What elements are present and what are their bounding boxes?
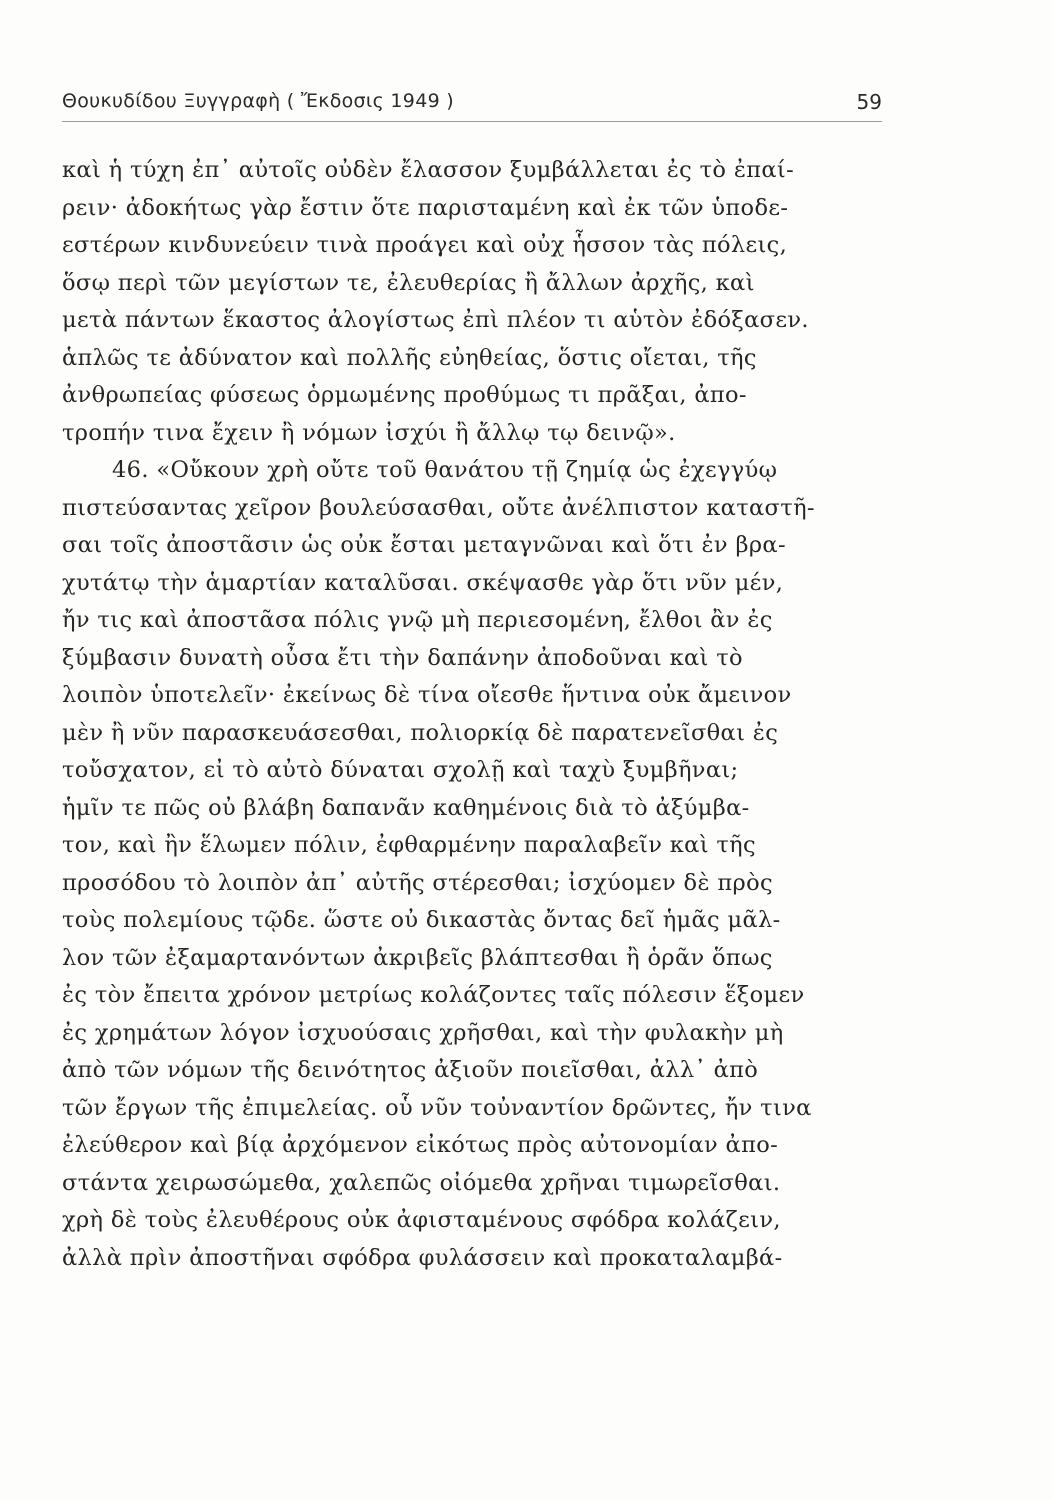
text-line: ρειν· ἀδοκήτως γὰρ ἔστιν ὅτε παρισταμένη καὶ ἐκ τῶν ὑποδε- [62, 194, 789, 221]
section-46-first-line: 46. «Οὔκουν χρὴ οὔτε τοῦ θανάτου τῇ ζημίᾳ ὡς ἐχεγγύῳ [112, 457, 778, 483]
text-line: χρὴ δὲ τοὺς ἐλευθέρους οὐκ ἀφισταμένους σφόδρα κολάζειν, [62, 1207, 781, 1233]
text-line: καὶ ἡ τύχη ἐπ᾽ αὐτοῖς οὐδὲν ἔλασσον ξυμβάλλεται ἐς τὸ ἐπαί- [62, 157, 795, 183]
body-text [62, 152, 882, 1277]
text-line: ἐς τὸν ἔπειτα χρόνον μετρίως κολάζοντες ταῖς πόλεσιν ἕξομεν [62, 982, 805, 1008]
text-line: εστέρων κινδυνεύειν τινὰ προάγει καὶ οὐχ ἧσσον τὰς πόλεις, [62, 232, 788, 258]
text-line: ἐλεύθερον καὶ βίᾳ ἀρχόμενον εἰκότως πρὸς αὐτονομίαν ἀπο- [62, 1132, 779, 1158]
text-line: ξύμβασιν δυνατὴ οὖσα ἔτι τὴν δαπάνην ἀποδοῦναι καὶ τὸ [62, 644, 743, 671]
text-line: μὲν ἢ νῦν παρασκευάσεσθαι, πολιορκίᾳ δὲ παρατενεῖσθαι ἐς [62, 719, 779, 746]
running-header [62, 90, 882, 120]
text-line: ἀνθρωπείας φύσεως ὁρμωμένης προθύμως τι πρᾶξαι, ἀπο- [62, 382, 747, 408]
text-line: ἀλλὰ πρὶν ἀποστῆναι σφόδρα φυλάσσειν καὶ προκαταλαμβά- [62, 1244, 783, 1271]
text-line: προσόδου τὸ λοιπὸν ἀπ᾽ αὐτῆς στέρεσθαι; ἰσχύομεν δὲ πρὸς [62, 869, 773, 896]
text-line: χυτάτῳ τὴν ἁμαρτίαν καταλῦσαι. σκέψασθε γὰρ ὅτι νῦν μέν, [62, 569, 784, 596]
text-line: ἀπὸ τῶν νόμων τῆς δεινότητος ἀξιοῦν ποιεῖσθαι, ἀλλ᾽ ἀπὸ [62, 1057, 759, 1083]
text-line: τοὔσχατον, εἰ τὸ αὐτὸ δύναται σχολῇ καὶ ταχὺ ξυμβῆναι; [62, 757, 739, 783]
text-line: τροπήν τινα ἔχειν ἢ νόμων ἰσχύι ἢ ἄλλῳ τῳ δεινῷ». [62, 419, 676, 446]
text-line: στάντα χειρωσώμεθα, χαλεπῶς οἰόμεθα χρῆναι τιμωρεῖσθαι. [62, 1169, 781, 1196]
text-line: ἐς χρημάτων λόγον ἰσχυούσαις χρῆσθαι, καὶ τὴν φυλακὴν μὴ [62, 1019, 784, 1046]
text-line: τοὺς πολεμίους τῷδε. ὥστε οὐ δικαστὰς ὄντας δεῖ ἡμᾶς μᾶλ- [62, 907, 781, 933]
text-line: τῶν ἔργων τῆς ἐπιμελείας. οὗ νῦν τοὐναντίον δρῶντες, ἤν τινα [62, 1094, 812, 1121]
text-line: μετὰ πάντων ἕκαστος ἀλογίστως ἐπὶ πλέον τι αὑτὸν ἐδόξασεν. [62, 307, 809, 333]
header-rule [62, 121, 882, 122]
text-line: λοιπὸν ὑποτελεῖν· ἐκείνως δὲ τίνα οἴεσθε ἥντινα οὐκ ἄμεινον [62, 682, 792, 708]
text-line: ὅσῳ περὶ τῶν μεγίστων τε, ἐλευθερίας ἢ ἄλλων ἀρχῆς, καὶ [62, 269, 755, 296]
text-line: ἤν τις καὶ ἀποστᾶσα πόλις γνῷ μὴ περιεσομένη, ἔλθοι ἂν ἐς [62, 607, 773, 633]
text-line: σαι τοῖς ἀποστᾶσιν ὡς οὐκ ἔσται μεταγνῶναι καὶ ὅτι ἐν βρα- [62, 532, 786, 558]
text-line: ἁπλῶς τε ἀδύνατον καὶ πολλῆς εὐηθείας, ὅστις οἴεται, τῆς [62, 344, 757, 371]
text-line: πιστεύσαντας χεῖρον βουλεύσασθαι, οὔτε ἀνέλπιστον καταστῆ- [62, 494, 815, 521]
text-line: λον τῶν ἐξαμαρτανόντων ἀκριβεῖς βλάπτεσθαι ἢ ὁρᾶν ὅπως [62, 944, 773, 971]
page-number: 59 [856, 90, 882, 114]
text-line: ἡμῖν τε πῶς οὐ βλάβη δαπανᾶν καθημένοις διὰ τὸ ἀξύμβα- [62, 794, 750, 821]
running-head-title: Θουκυδίδου Ξυγγραφὴ ( Ἔκδοσις 1949 ) [62, 90, 455, 112]
text-line: τον, καὶ ἢν ἕλωμεν πόλιν, ἐφθαρμένην παραλαβεῖν καὶ τῆς [62, 832, 756, 858]
